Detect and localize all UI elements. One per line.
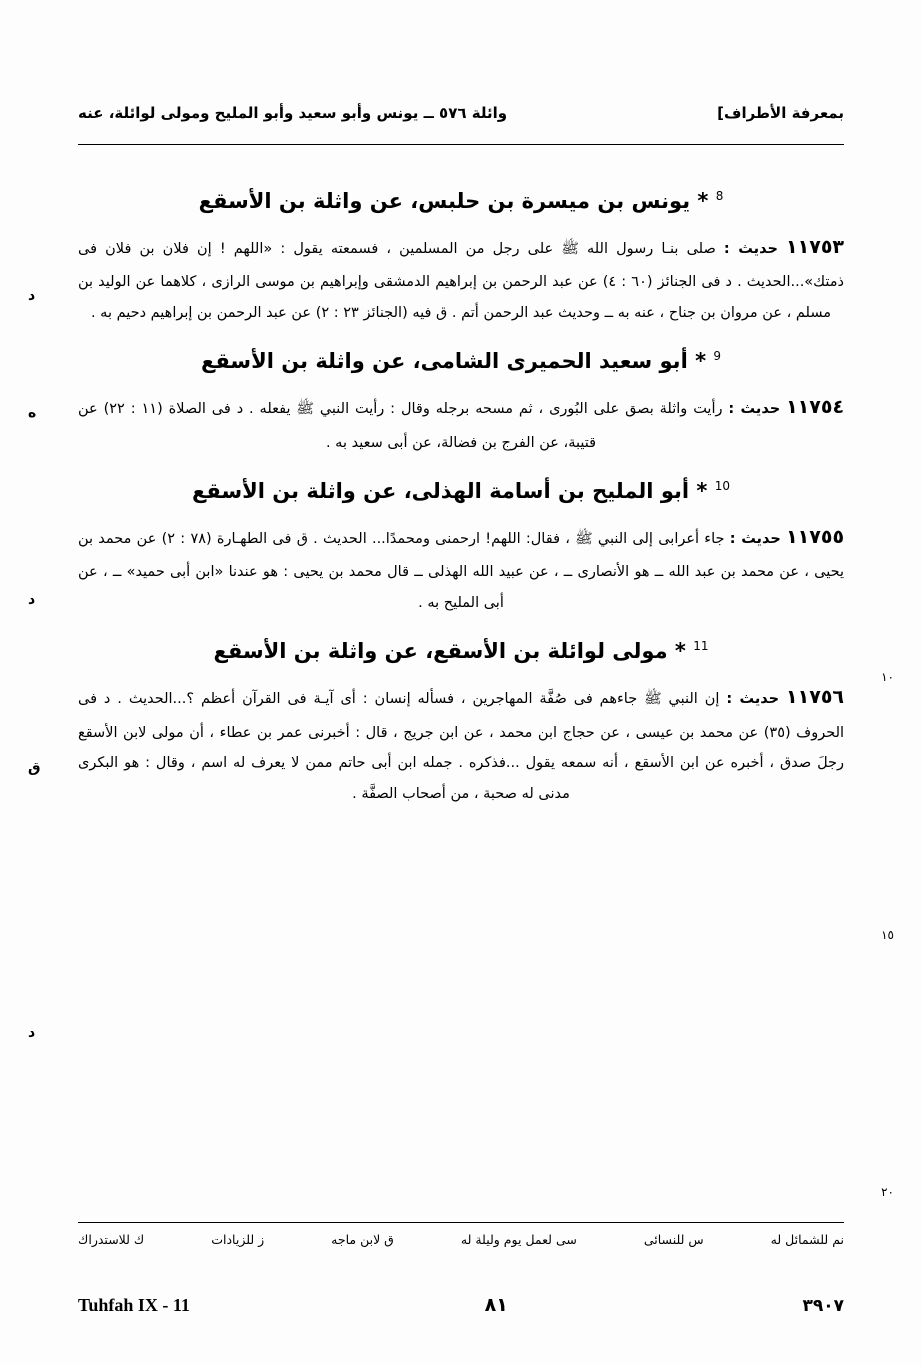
entry-8 [78,186,844,328]
entry-10-line-4: عن أبى المليح به . [78,564,504,611]
entry-10-number: 10 [714,479,730,494]
entry-8-number: 8 [715,189,724,203]
line-number-15: ١٥ [881,928,894,942]
entry-11-star: * [667,639,686,664]
entry-10-label: حديث : [729,530,781,547]
footnote-item-5: ز للزيادات [211,1232,265,1247]
line-number-10: ١٠ [881,670,894,684]
footnote-item-1: نم للشمائل له [770,1232,844,1247]
gutter-sigla-entry-10: ق [28,760,41,776]
entry-8-line-2: «اللهم ! إن فلان بن فلان فى ذمتك»...الحديث . د فى الجنائز (٦٠ : ٤) عن [78,240,844,291]
entry-11-paragraph [78,678,844,809]
header-divider [78,144,844,145]
entry-9-label: حديث : [728,400,781,417]
entry-11 [78,636,844,809]
entry-11-hadith-number: ١١٧٥٦ [786,685,845,708]
entry-9-paragraph [78,388,844,458]
entry-11-heading-text: مولى لوائلة بن الأسقع، عن واثلة بن الأسقع [213,639,668,664]
entry-8-line-4: مسلم ، عن مروان بن جناح ، عنه به ــ وحديث عبد الرحمن أتم . ق فيه (الجنائز [363,304,832,321]
entry-10-title [78,476,844,508]
gutter-sigla-entry-8: د [28,288,36,304]
footnote-item-3: سى لعمل يوم وليلة له [460,1232,577,1247]
entry-8-label: حديث : [723,240,778,257]
header-right-text: بمعرفة الأطراف] [717,104,844,122]
entry-11-line-2: فى القرآن أعظم ؟...الحديث . د فى الحروف (٣٥) عن محمد بن عيسى ، عن حجاج [78,690,845,741]
entry-9-line-2: ﷺ يفعله . د فى الصلاة (١١ : ٢٢) عن قتيبة، عن الفرج بن فضالة، عن أبى سعيد به . [78,400,597,451]
entry-9 [78,346,844,458]
footnote-item-4: ق لابن ماجه [331,1232,394,1247]
entry-11-label: حديث : [726,690,780,707]
entry-10-star: * [689,479,708,504]
entry-11-number: 11 [693,639,709,654]
line-number-20: ٢٠ [881,1185,894,1199]
gutter-sigla-entry-9: د [28,592,36,608]
entry-11-line-3: ابن محمد ، عن ابن جريج ، قال : أخبرنى عمر بن عطاء ، أن مولى لابن الأسقع رجلَ [78,724,845,772]
footer-volume-signature: Tuhfah IX - 11 [78,1295,190,1315]
footer-catchword-number: ٣٩٠٧ [802,1296,844,1316]
entry-10-line-3: الأنصارى ــ ، عن عبيد الله الهذلى ــ قال محمد بن يحيى : هو عندنا «ابن أبى حميد» ــ ، [102,564,630,581]
entry-8-star: * [690,189,709,213]
entry-8-line-3: عبد الرحمن بن إبراهيم الدمشقى وإبراهيم بن موسى الرازى ، كلاهما عن الوليد بن [78,274,573,291]
footnote-item-6: ك للاستدراك [78,1232,145,1247]
entry-10-heading-text: أبو المليح بن أسامة الهذلى، عن واثلة بن الأسقع [192,479,690,504]
page-number: ٨١ [484,1294,508,1316]
page-footer [78,1294,844,1316]
entry-9-star: * [687,349,707,374]
entry-11-line-5: ممن لا يعرف له اسم ، وقال : هو البكرى مدنى له صحبة ، من أصحاب الصفَّة . [78,755,570,802]
entry-10-hadith-number: ١١٧٥٥ [786,525,845,548]
footnote-item-2: س للنسائى [643,1232,704,1247]
entry-8-paragraph [78,228,844,329]
entry-11-title [78,636,844,668]
entry-10-paragraph [78,518,844,619]
footnote-divider [78,1222,844,1223]
entry-8-heading-text: يونس بن ميسرة بن حلبس، عن واثلة بن الأسقع [198,189,691,213]
gutter-sigla-entry-11: د [28,1025,36,1041]
page-header [78,104,844,122]
entry-10-line-1: جاء أعرابى إلى النبي ﷺ ، فقال: اللهم! ارحمنى ومحمدًا... [371,530,725,547]
entry-9-title [78,346,844,378]
footnote-sigla-key [78,1232,844,1247]
entry-8-hadith-number: ١١٧٥٣ [786,235,845,258]
gutter-sigla-entry-8-b: ه [28,405,37,421]
entry-9-number: 9 [713,349,722,364]
entry-11-line-1: إن النبي ﷺ جاءهم فى صُفَّة المهاجرين ، فسأله إنسان : أى آيـة [313,690,720,707]
document-body [78,168,844,813]
entry-8-title [78,186,844,218]
entry-9-hadith-number: ١١٧٥٤ [786,395,845,418]
entry-8-line-1: صلى بنـا رسول الله ﷺ على رجل من المسلمين ، فسمعته يقول : [280,240,716,257]
entry-10 [78,476,844,618]
entry-11-line-4: صدق ، أخبره عن ابن الأسقع ، أنه سمعه يقول ...فذكره . جمله ابن أبى حاتم [338,755,812,772]
entry-10-line-2: الحديث . ق فى الطهـارة (٧٨ : ٢) عن محمد بن يحيى ، عن محمد بن عبد الله ــ هو [78,530,844,581]
entry-9-line-1: رأيت واثلة بصق على البُورى ، ثم مسحه برجله وقال : رأيت النبي [319,400,723,417]
entry-8-line-5: ٢٣ : ٢) عن عبد الرحمن بن إبراهيم دحيم به . [90,304,359,321]
header-middle-text: وائلة ٥٧٦ ــ يونس وأبو سعيد وأبو المليح ومولى لوائلة، عنه [78,104,508,122]
entry-9-heading-text: أبو سعيد الحميرى الشامى، عن واثلة بن الأسقع [200,349,688,374]
